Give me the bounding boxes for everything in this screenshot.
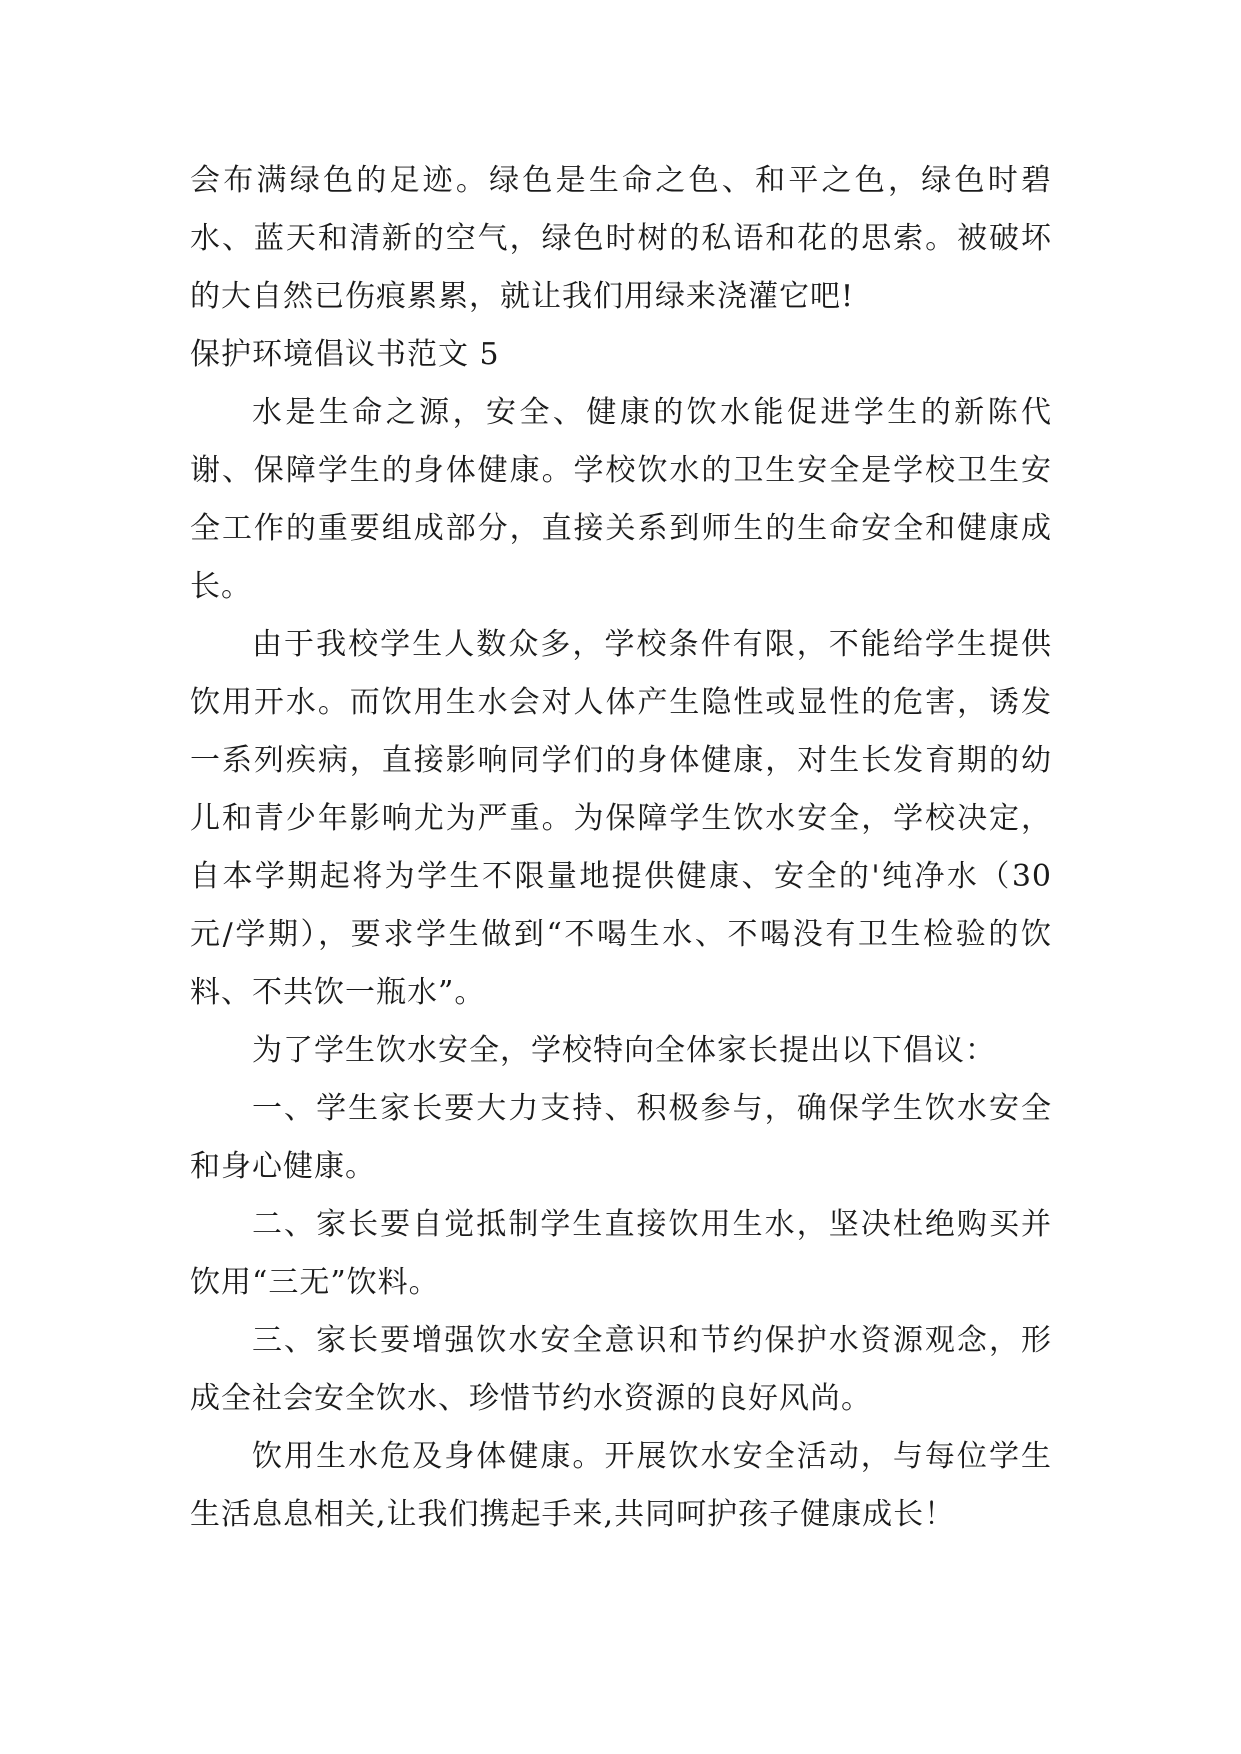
paragraph-item-3: 三、家长要增强饮水安全意识和节约保护水资源观念，形成全社会安全饮水、珍惜节约水资源的良好风尚。	[190, 1323, 1052, 1416]
paragraph-item-2: 二、家长要自觉抵制学生直接饮用生水，坚决杜绝购买并饮用“三无”饮料。	[190, 1207, 1052, 1300]
paragraph-intro: 水是生命之源，安全、健康的饮水能促进学生的新陈代谢、保障学生的身体健康。学校饮水的卫生安全是学校卫生安全工作的重要组成部分，直接关系到师生的生命安全和健康成长。	[190, 395, 1052, 604]
paragraph-background: 由于我校学生人数众多，学校条件有限，不能给学生提供饮用开水。而饮用生水会对人体产生隐性或显性的危害，诱发一系列疾病，直接影响同学们的身体健康，对生长发育期的幼儿和青少年影响尤为严重。为保障学生饮水安全，学校决定，自本学期起将为学生不限量地提供健康、安全的'纯净水（30 元/学期），要求学生做到“不喝生水、不喝没有卫生检验的饮料、不共饮一瓶水”。	[190, 627, 1052, 1010]
paragraph-proposal-lead: 为了学生饮水安全，学校特向全体家长提出以下倡议：	[252, 1033, 996, 1068]
paragraph-closing: 饮用生水危及身体健康。开展饮水安全活动，与每位学生生活息息相关,让我们携起手来,共同呵护孩子健康成长！	[190, 1439, 1052, 1532]
continuation-paragraph: 会布满绿色的足迹。绿色是生命之色、和平之色，绿色时碧水、蓝天和清新的空气，绿色时树的私语和花的思索。被破坏的大自然已伤痕累累，就让我们用绿来浇灌它吧!	[190, 163, 1052, 314]
paragraph-item-1: 一、学生家长要大力支持、积极参与，确保学生饮水安全和身心健康。	[190, 1091, 1052, 1184]
section-title: 保护环境倡议书范文 5	[190, 337, 500, 372]
document-body	[190, 152, 1052, 1544]
